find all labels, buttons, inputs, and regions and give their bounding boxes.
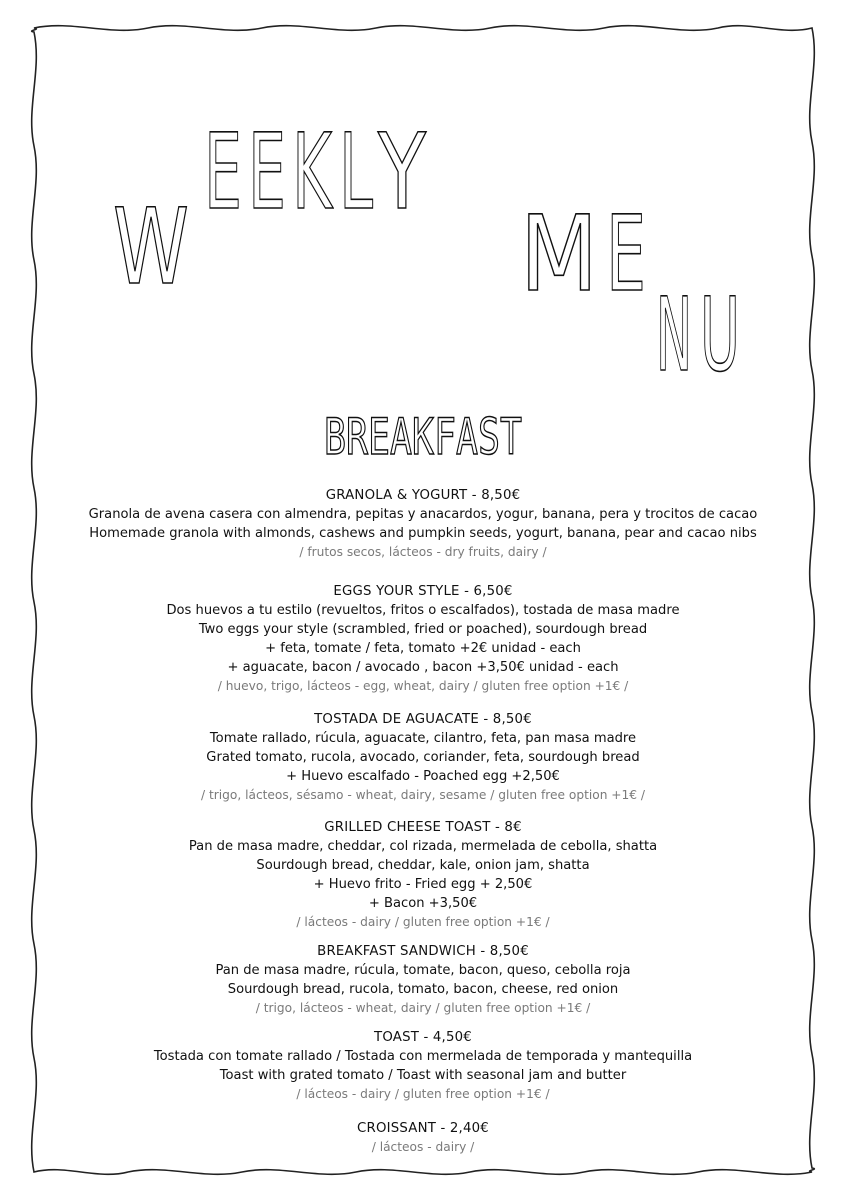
item-description-en: Toast with grated tomato / Toast with seasonal jam and butter (219, 1068, 627, 1083)
item-description-en: Grated tomato, rucola, avocado, coriander, feta, sourdough bread (206, 750, 640, 765)
title-letter-k (290, 130, 334, 212)
title-letter-y (376, 130, 428, 212)
item-title: TOSTADA DE AGUACATE - 8,50€ (314, 712, 532, 727)
svg-text:M: M (520, 212, 598, 294)
item-extra: + feta, tomate / feta, tomato +2€ unidad - each (265, 641, 581, 656)
item-title: BREAKFAST SANDWICH - 8,50€ (317, 944, 529, 959)
svg-text:E: E (204, 130, 242, 212)
svg-text:W: W (113, 205, 189, 287)
item-description-es: Granola de avena casera con almendra, pepitas y anacardos, yogur, banana, pera y trocitos de cacao (88, 507, 758, 522)
item-extra: + aguacate, bacon / avocado , bacon +3,50€ unidad - each (227, 660, 619, 675)
item-title: EGGS YOUR STYLE - 6,50€ (333, 584, 513, 599)
title-letter-w (110, 205, 192, 287)
item-description-es: Tomate rallado, rúcula, aguacate, cilantro, feta, pan masa madre (209, 731, 637, 746)
item-allergens: / lácteos - dairy / (371, 1140, 475, 1154)
svg-text:E: E (248, 130, 286, 212)
item-description-es: Pan de masa madre, rúcula, tomate, bacon, queso, cebolla roja (215, 963, 631, 978)
menu-item-grilled-cheese (60, 818, 786, 932)
svg-text:L: L (339, 130, 374, 212)
title-letter-u (698, 294, 742, 374)
svg-text:K: K (292, 130, 334, 212)
menu-item-croissant (60, 1119, 786, 1157)
title-letter-e2 (246, 130, 288, 212)
item-allergens: / lácteos - dairy / gluten free option +1€ / (296, 1087, 550, 1101)
item-description-en: Sourdough bread, rucola, tomato, bacon, cheese, red onion (227, 982, 619, 997)
svg-text:N: N (656, 294, 692, 374)
item-description-es: Dos huevos a tu estilo (revueltos, fritos o escalfados), tostada de masa madre (166, 603, 680, 618)
item-title: GRILLED CHEESE TOAST - 8€ (324, 820, 522, 835)
svg-text:E: E (606, 212, 646, 294)
section-heading-breakfast (320, 414, 526, 458)
item-allergens: / lácteos - dairy / gluten free option +1€ / (296, 915, 550, 929)
item-title: CROISSANT - 2,40€ (357, 1121, 489, 1136)
item-description-en: Homemade granola with almonds, cashews and pumpkin seeds, yogurt, banana, pear and cacao nibs (89, 526, 757, 541)
item-allergens: / trigo, lácteos, sésamo - wheat, dairy, sesame / gluten free option +1€ / (201, 788, 645, 802)
svg-text:Y: Y (377, 130, 427, 212)
item-allergens: / huevo, trigo, lácteos - egg, wheat, dairy / gluten free option +1€ / (217, 679, 629, 693)
item-extra: + Huevo escalfado - Poached egg +2,50€ (286, 769, 560, 784)
item-description-en: Two eggs your style (scrambled, fried or poached), sourdough bread (198, 622, 648, 637)
menu-item-avocado-toast (60, 710, 786, 805)
item-extra: + Bacon +3,50€ (368, 896, 478, 911)
title-letter-e1 (202, 130, 244, 212)
svg-text:BREAKFAST: BREAKFAST (324, 414, 522, 458)
title-letter-e3 (604, 212, 648, 294)
svg-text:U: U (700, 294, 740, 374)
title-letter-l (336, 130, 376, 212)
item-extra: + Huevo frito - Fried egg + 2,50€ (313, 877, 533, 892)
menu-item-toast (60, 1028, 786, 1104)
menu-item-eggs (60, 582, 786, 696)
item-description-en: Sourdough bread, cheddar, kale, onion jam, shatta (256, 858, 590, 873)
item-description-es: Pan de masa madre, cheddar, col rizada, mermelada de cebolla, shatta (188, 839, 658, 854)
item-title: GRANOLA & YOGURT - 8,50€ (325, 488, 521, 503)
item-allergens: / frutos secos, lácteos - dry fruits, dairy / (299, 545, 547, 559)
menu-item-granola (60, 486, 786, 562)
item-title: TOAST - 4,50€ (374, 1030, 472, 1045)
item-description-es: Tostada con tomate rallado / Tostada con mermelada de temporada y mantequilla (153, 1049, 693, 1064)
item-allergens: / trigo, lácteos - wheat, dairy / gluten free option +1€ / (255, 1001, 591, 1015)
title-letter-n (654, 294, 694, 374)
menu-item-breakfast-sandwich (60, 942, 786, 1018)
title-letter-m (518, 212, 600, 294)
